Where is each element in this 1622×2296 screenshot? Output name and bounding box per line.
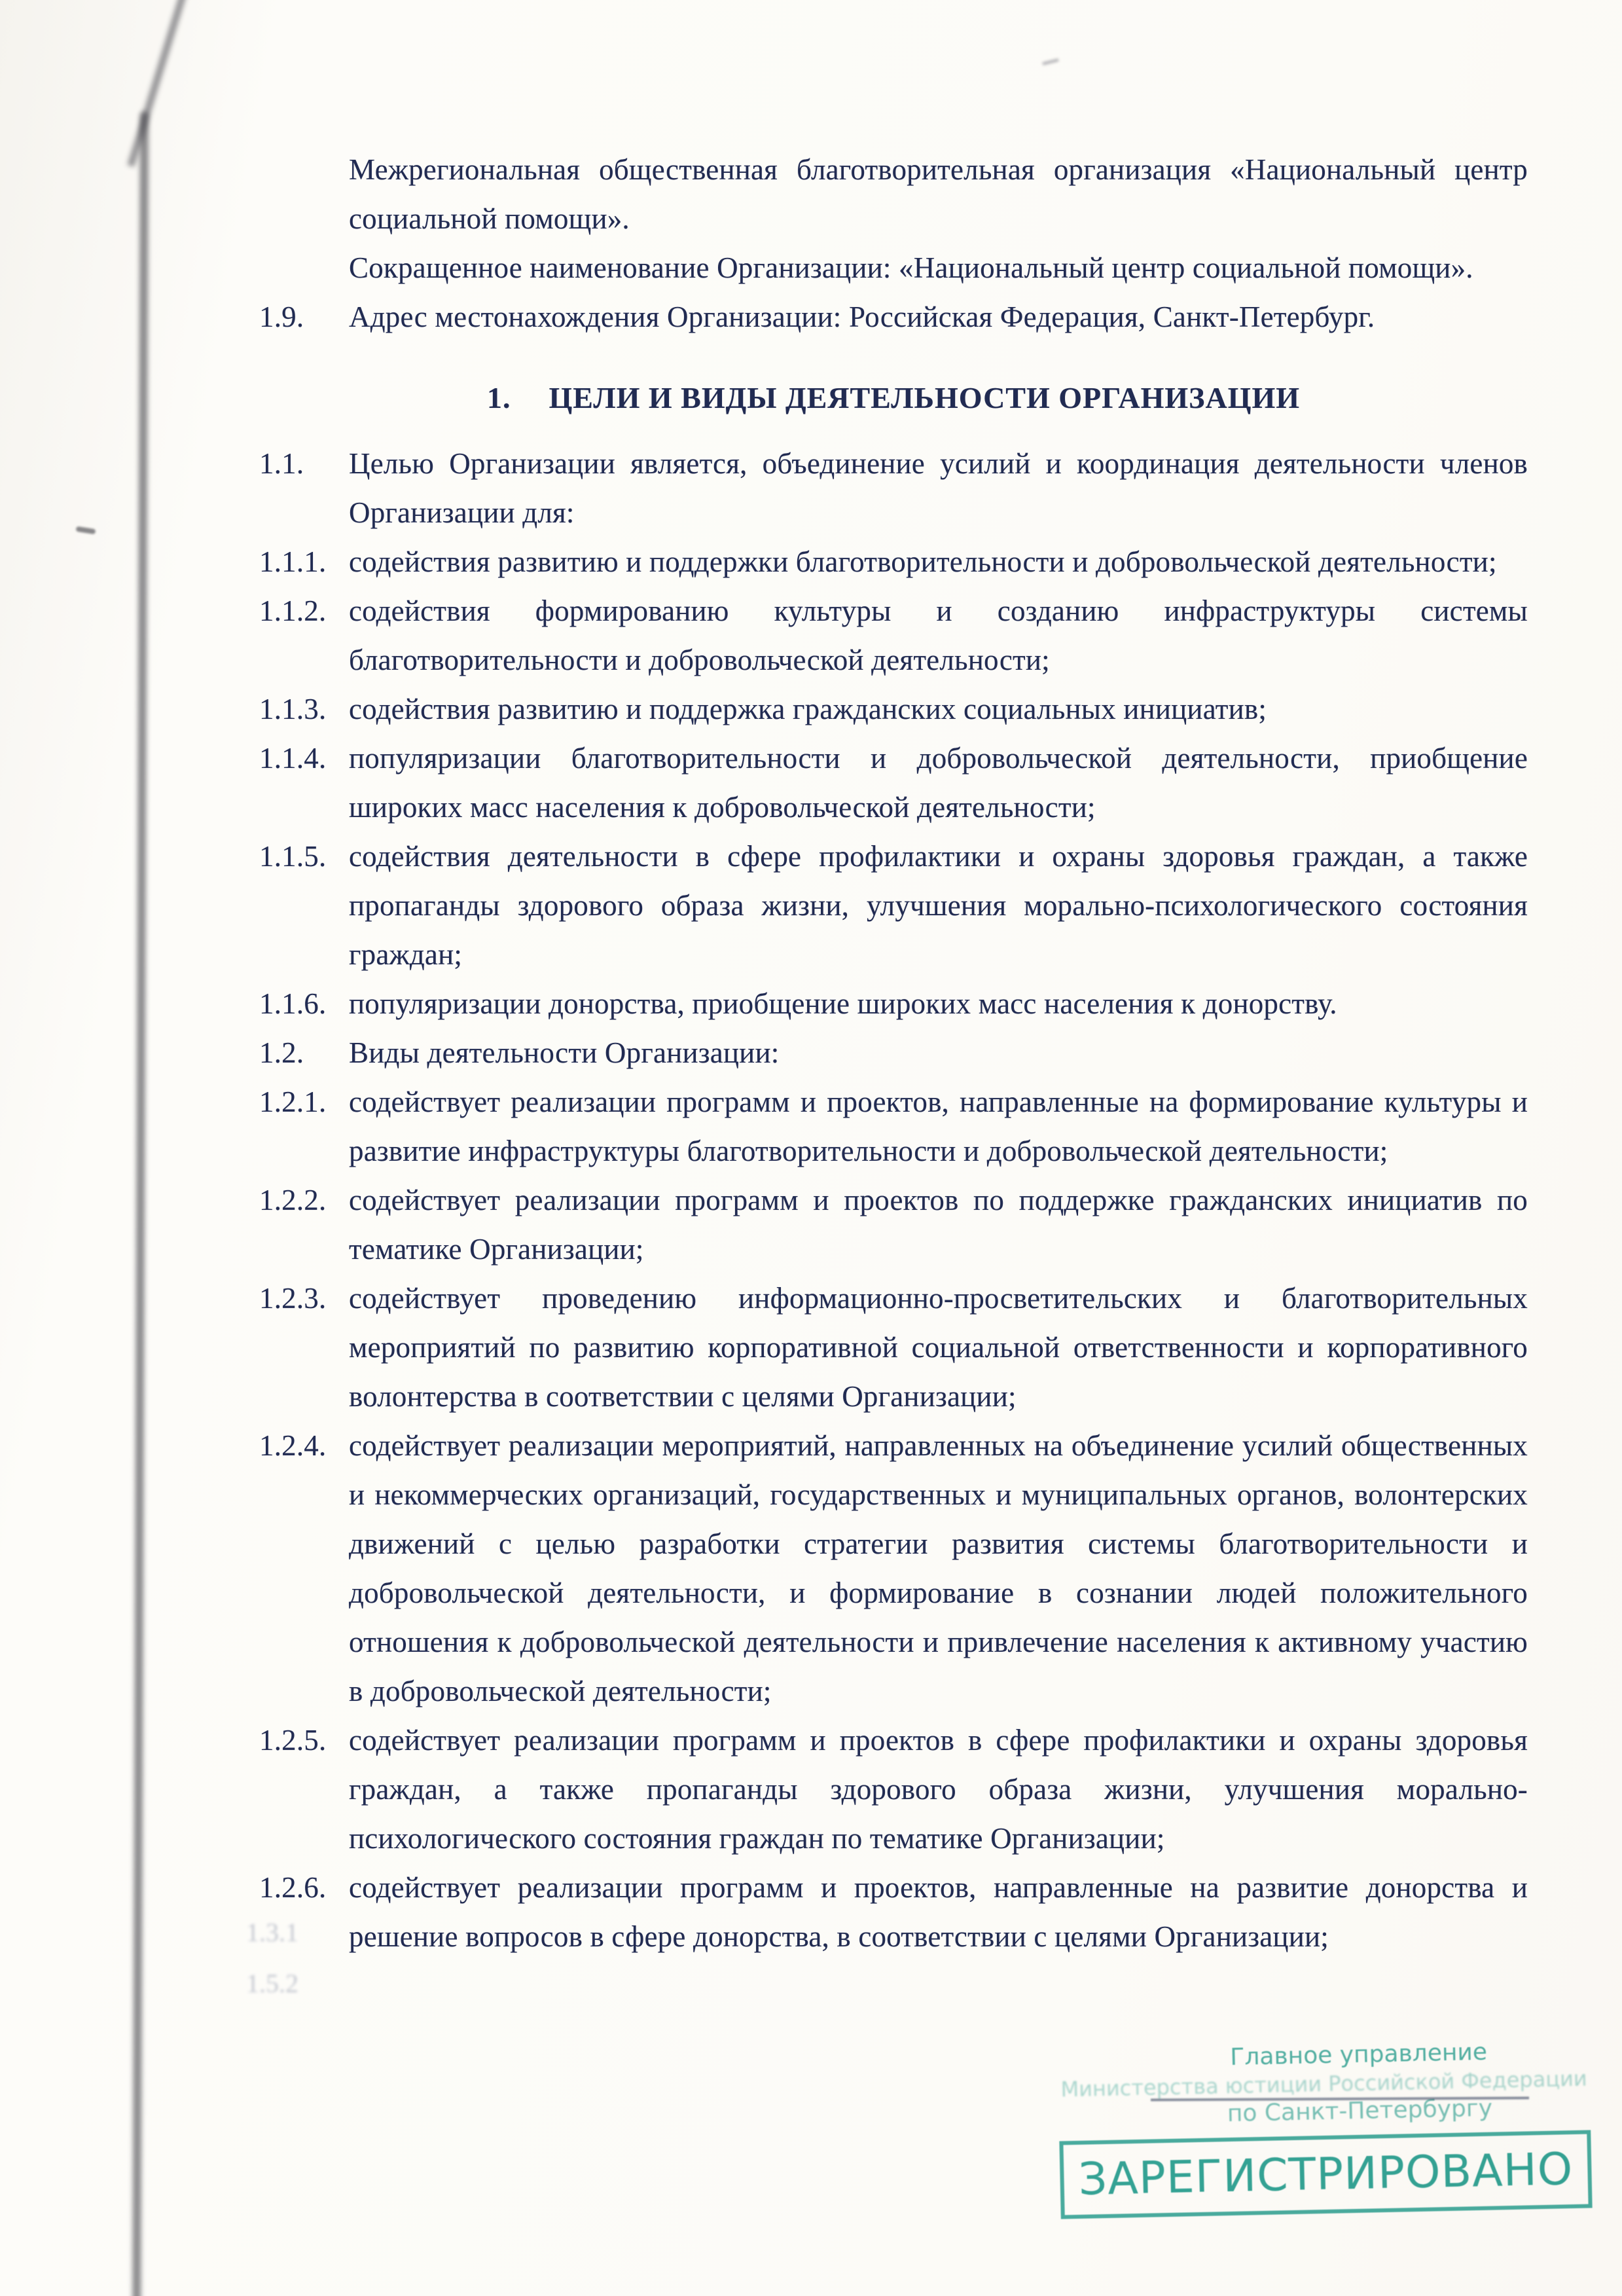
item-text: содействует реализации программ и проектов, направленные на развитие донорства и решение вопросов в сфере донорства, в соответствии с целями Организации; <box>349 1871 1528 1953</box>
item-number: 1.2.6. <box>259 1871 327 1904</box>
stamp-authority-line: по Санкт-Петербургу <box>1227 2094 1493 2128</box>
section-title: ЦЕЛИ И ВИДЫ ДЕЯТЕЛЬНОСТИ ОРГАНИЗАЦИИ <box>549 381 1301 414</box>
item-text: содействует реализации программ и проектов по поддержке гражданских инициатив по тематике Организации; <box>349 1184 1528 1266</box>
scan-edge-shadow <box>132 111 149 2296</box>
item-number: 1.2.1. <box>259 1085 327 1118</box>
item-number: 1.1.5. <box>259 840 327 873</box>
item-text: содействует реализации программ и проектов в сфере профилактики и охраны здоровья граждан, а также пропаганды здорового образа жизни, улучшения морально-психологического состояния граждан по тематике Организации; <box>349 1724 1528 1855</box>
list-item-1-2 <box>259 1029 1528 1078</box>
scan-speck <box>76 526 96 535</box>
item-number: 1.2.4. <box>259 1429 327 1462</box>
item-text: содействия деятельности в сфере профилактики и охраны здоровья граждан, а также пропаганды здорового образа жизни, улучшения морально-психологического состояния граждан; <box>349 840 1528 971</box>
margin-ghost-number: 1.3.1 <box>246 1918 298 1947</box>
item-text: Адрес местонахождения Организации: Российская Федерация, Санкт-Петербург. <box>349 301 1375 333</box>
item-text: популяризации донорства, приобщение широких масс населения к донорству. <box>349 987 1337 1020</box>
list-item-1-1-5 <box>259 832 1528 979</box>
margin-ghost-number: 1.5.2 <box>246 1969 298 1998</box>
paragraph-org-full-name: Межрегиональная общественная благотворительная организация «Национальный центр социальной помощи». <box>349 153 1528 235</box>
item-number: 1.9. <box>259 301 304 333</box>
list-item-1-1 <box>259 439 1528 538</box>
page-corner-fold <box>127 0 191 167</box>
scan-speck <box>1042 58 1059 65</box>
stamp-authority-line: Министерства юстиции Российской Федерации <box>1060 2066 1588 2102</box>
list-item-1-1-1 <box>259 538 1528 587</box>
item-text: содействия развитию и поддержка гражданских социальных инициатив; <box>349 693 1267 725</box>
list-item-1-1-2 <box>259 587 1528 685</box>
list-item-1-9 <box>259 293 1528 342</box>
item-text: содействует реализации мероприятий, направленных на объединение усилий общественных и некоммерческих организаций, государственных и муниципальных органов, волонтерских движений с целью разработки стратегии развития системы благотворительности и добровольческой деятельности, и формирование в сознании людей положительного отношения к добровольческой деятельности и привлечение населения к активному участию в добровольческой деятельности; <box>349 1429 1528 1707</box>
paragraph-org-short-name: Сокращенное наименование Организации: «Национальный центр социальной помощи». <box>349 251 1473 284</box>
list-item-1-2-1 <box>259 1078 1528 1176</box>
stamp-registered-mark: ЗАРЕГИСТРИРОВАНО <box>1059 2130 1592 2219</box>
item-text: содействует проведению информационно-просветительских и благотворительных мероприятий по развитию корпоративной социальной ответственности и корпоративного волонтерства в соответствии с целями Организации; <box>349 1282 1528 1413</box>
list-item-1-2-4 <box>259 1421 1528 1716</box>
stamp-authority-line: Главное управление <box>1229 2038 1488 2071</box>
list-item-1-2-6 <box>259 1863 1528 1961</box>
list-item-1-1-4 <box>259 734 1528 832</box>
list-item-1-1-6 <box>259 979 1528 1029</box>
list-item-1-2-3 <box>259 1274 1528 1421</box>
section-number: 1. <box>486 381 511 414</box>
list-item-1-1-3 <box>259 685 1528 734</box>
item-number: 1.1.1. <box>259 545 327 578</box>
item-text: Целью Организации является, объединение усилий и координация деятельности членов Организации для: <box>349 447 1528 529</box>
item-number: 1.2.3. <box>259 1282 327 1315</box>
item-number: 1.1.6. <box>259 987 327 1020</box>
registration-stamp <box>1057 2036 1592 2219</box>
item-number: 1.2.2. <box>259 1184 327 1216</box>
item-number: 1.1.3. <box>259 693 327 725</box>
list-item-1-2-2 <box>259 1176 1528 1274</box>
item-number: 1.1.4. <box>259 742 327 774</box>
section-heading <box>259 373 1528 422</box>
item-text: содействует реализации программ и проектов, направленные на формирование культуры и развитие инфраструктуры благотворительности и добровольческой деятельности; <box>349 1085 1528 1167</box>
item-text: содействия развитию и поддержки благотворительности и добровольческой деятельности; <box>349 545 1497 578</box>
list-item-1-2-5 <box>259 1716 1528 1863</box>
item-number: 1.1.2. <box>259 594 327 627</box>
item-text: содействия формированию культуры и созданию инфраструктуры системы благотворительности и добровольческой деятельности; <box>349 594 1528 676</box>
item-text: популяризации благотворительности и добровольческой деятельности, приобщение широких масс населения к добровольческой деятельности; <box>349 742 1528 824</box>
document-body <box>259 145 1528 1961</box>
item-text: Виды деятельности Организации: <box>349 1036 780 1069</box>
item-number: 1.2.5. <box>259 1724 327 1757</box>
item-number: 1.2. <box>259 1036 304 1069</box>
item-number: 1.1. <box>259 447 304 480</box>
